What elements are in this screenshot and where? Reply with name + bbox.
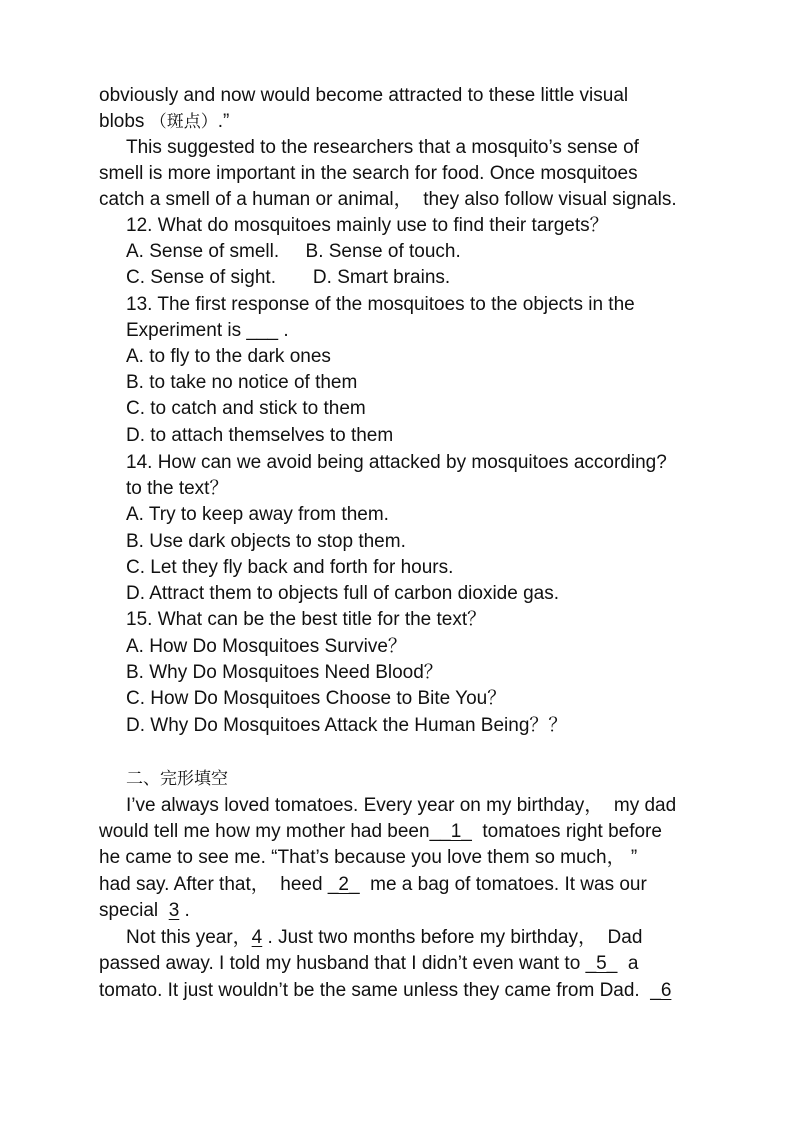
cloze-text: tomatoes right before — [471, 821, 662, 842]
question-15-option-b: B. Why Do Mosquitoes Need Blood？ — [126, 662, 443, 683]
chinese-gloss: （斑点） — [149, 112, 218, 132]
question-13-option-a: A. to fly to the dark ones — [126, 346, 331, 367]
question-13-option-c: C. to catch and stick to them — [126, 398, 366, 419]
question-15-option-c: C. How Do Mosquitoes Choose to Bite You？ — [126, 688, 507, 709]
question-14-option-b: B. Use dark objects to stop them. — [126, 531, 406, 552]
blank-2: _2_ — [327, 874, 360, 895]
cloze-line — [99, 898, 190, 924]
cloze-text: passed away. I told my husband that I didn’t even want to — [99, 953, 586, 974]
cloze-line: he came to see me. “That’s because you love them so much， ” — [99, 847, 638, 868]
cloze-text: would tell me how my mother had been — [99, 821, 430, 842]
cloze-text: . — [179, 900, 190, 921]
question-14-stem-cont: to the text？ — [126, 478, 229, 499]
cloze-text: . Just two months before my birthday， Dad — [262, 927, 643, 948]
section-heading: 二、完形填空 — [126, 769, 228, 789]
blank-3: 3 — [168, 900, 180, 921]
cloze-line: I’ve always loved tomatoes. Every year on my birthday， my dad — [126, 795, 677, 816]
cloze-text: special — [99, 900, 169, 921]
passage-line: catch a smell of a human or animal， they also follow visual signals. — [99, 189, 677, 210]
passage-text: blobs — [99, 111, 145, 132]
blank-4: 4 — [251, 927, 263, 948]
passage-line: obviously and now would become attracted to these little visual — [99, 85, 629, 106]
cloze-line — [99, 978, 671, 1004]
passage-line — [99, 109, 229, 135]
cloze-line — [99, 951, 638, 977]
blank-1: __1_ — [429, 821, 472, 842]
passage-line: smell is more important in the search for food. Once mosquitoes — [99, 163, 638, 184]
question-12-options-ab: A. Sense of smell. B. Sense of touch. — [126, 241, 461, 262]
passage-text: .” — [217, 111, 230, 132]
cloze-line — [99, 872, 647, 898]
question-14-option-c: C. Let they fly back and forth for hours. — [126, 557, 454, 578]
cloze-text: Not this year， — [126, 927, 252, 948]
cloze-text: had say. After that， heed — [99, 874, 328, 895]
cloze-text: a — [617, 953, 639, 974]
question-14-stem: 14. How can we avoid being attacked by mosquitoes according? — [126, 452, 667, 473]
question-15-option-d: D. Why Do Mosquitoes Attack the Human Being？？ — [126, 715, 568, 736]
question-13-option-b: B. to take no notice of them — [126, 372, 358, 393]
question-13-stem-cont: Experiment is ___ . — [126, 320, 289, 341]
question-14-option-d: D. Attract them to objects full of carbon dioxide gas. — [126, 583, 560, 604]
passage-line: This suggested to the researchers that a mosquito’s sense of — [126, 137, 639, 158]
cloze-text: me a bag of tomatoes. It was our — [359, 874, 647, 895]
question-13-stem: 13. The first response of the mosquitoes to the objects in the — [126, 294, 635, 315]
question-15-stem: 15. What can be the best title for the text？ — [126, 609, 487, 630]
cloze-text: tomato. It just wouldn’t be the same unless they came from Dad. — [99, 980, 651, 1001]
question-14-option-a: A. Try to keep away from them. — [126, 504, 389, 525]
cloze-line — [99, 819, 662, 845]
blank-6: _6 — [650, 980, 672, 1001]
question-12-stem: 12. What do mosquitoes mainly use to find their targets？ — [126, 215, 609, 236]
blank-5: _5_ — [585, 953, 618, 974]
question-12-options-cd: C. Sense of sight. D. Smart brains. — [126, 267, 451, 288]
question-15-option-a: A. How Do Mosquitoes Survive？ — [126, 636, 407, 657]
cloze-line — [126, 925, 642, 951]
question-13-option-d: D. to attach themselves to them — [126, 425, 394, 446]
